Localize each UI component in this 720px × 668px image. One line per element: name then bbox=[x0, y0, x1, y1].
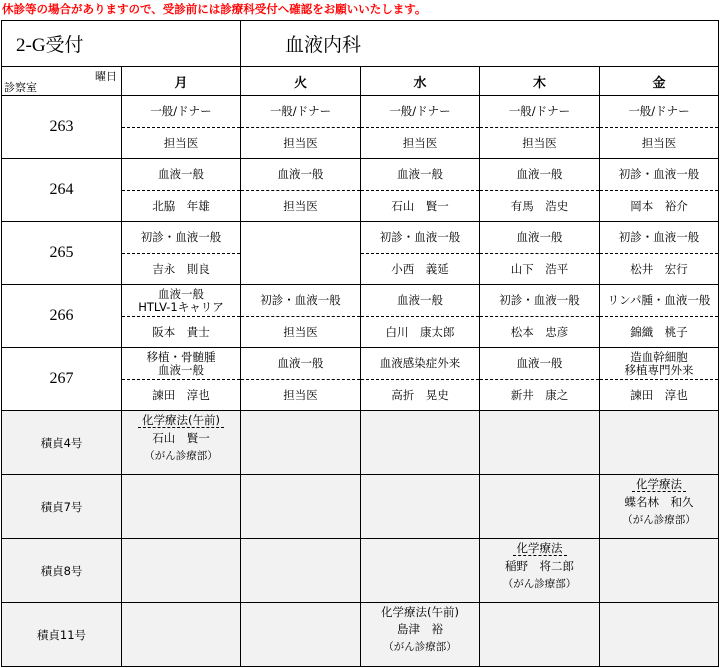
clinic-type bbox=[600, 222, 718, 254]
room-number: 265 bbox=[2, 222, 122, 285]
cell-content bbox=[600, 159, 718, 221]
notice-banner: 休診等の場合がありますので、受診前には診療科受付へ確認をお願いいたします。 bbox=[2, 2, 427, 16]
chemo-label: 化学療法 bbox=[632, 477, 686, 492]
doctor-name-line: 松本 忠彦 bbox=[510, 324, 569, 339]
doctor-name bbox=[361, 191, 479, 221]
cell-content bbox=[361, 96, 479, 158]
doctor-name bbox=[480, 317, 599, 347]
sekitei-cell-content bbox=[241, 475, 360, 538]
clinic-type-line: 一般/ドナー bbox=[150, 104, 212, 118]
schedule-cell-fri bbox=[600, 96, 719, 159]
schedule-cell-wed bbox=[361, 159, 480, 222]
clinic-type-line: 初診・血液一般 bbox=[499, 293, 580, 307]
schedule-cell-mon bbox=[122, 348, 241, 411]
room-number: 267 bbox=[2, 348, 122, 411]
cell-content bbox=[600, 96, 718, 158]
clinic-type bbox=[122, 222, 240, 254]
clinic-type bbox=[361, 222, 479, 254]
sekitei-room-label: 積貞4号 bbox=[2, 411, 122, 475]
sekitei-cell-thu bbox=[480, 411, 600, 475]
sekitei-cell-fri bbox=[600, 475, 719, 539]
clinic-type-line: 血液一般 bbox=[158, 362, 204, 377]
department-note: （がん診療部） bbox=[383, 641, 457, 653]
clinic-type bbox=[480, 348, 599, 380]
doctor-name: 稲野 将二郎 bbox=[505, 559, 574, 573]
schedule-cell-thu bbox=[480, 348, 600, 411]
cell-content bbox=[361, 159, 479, 221]
doctor-name bbox=[122, 191, 240, 221]
doctor-name bbox=[241, 317, 360, 347]
clinic-type bbox=[241, 348, 360, 380]
clinic-type-line: 初診・血液一般 bbox=[379, 230, 461, 244]
cell-content bbox=[361, 222, 479, 284]
doctor-name bbox=[600, 128, 718, 158]
cell-content bbox=[122, 159, 240, 221]
clinic-type bbox=[122, 159, 240, 191]
chemo-label: 化学療法 bbox=[513, 541, 567, 556]
room-row-264 bbox=[2, 159, 719, 222]
clinic-type-line: HTLV-1キャリア bbox=[138, 299, 224, 314]
sekitei-cell-content bbox=[480, 475, 599, 538]
sekitei-cell-content bbox=[480, 411, 599, 474]
cell-content bbox=[600, 222, 718, 284]
clinic-type-line: 移植専門外来 bbox=[624, 362, 694, 377]
cell-content bbox=[480, 348, 599, 410]
schedule-cell-fri bbox=[600, 285, 719, 348]
sekitei-room-label: 積貞8号 bbox=[2, 539, 122, 603]
schedule-cell-thu bbox=[480, 159, 600, 222]
department-note: （がん診療部） bbox=[144, 450, 218, 462]
clinic-type bbox=[480, 222, 599, 254]
day-header-thu: 木 bbox=[480, 67, 600, 96]
sekitei-cell-wed bbox=[361, 603, 480, 667]
sekitei-cell-fri bbox=[600, 411, 719, 475]
clinic-type bbox=[600, 285, 718, 317]
sekitei-cell-content bbox=[600, 603, 718, 666]
chemo-label: 化学療法(午前) bbox=[381, 605, 459, 619]
cell-content bbox=[122, 96, 240, 158]
doctor-name bbox=[241, 128, 360, 158]
sekitei-cell-fri bbox=[600, 539, 719, 603]
doctor-name-line: 新井 康之 bbox=[510, 387, 569, 402]
clinic-type bbox=[361, 159, 479, 191]
doctor-name: 蝶名林 和久 bbox=[624, 495, 694, 509]
clinic-type-line: 一般/ドナー bbox=[628, 104, 690, 118]
doctor-name bbox=[600, 317, 718, 347]
schedule-cell-thu bbox=[480, 285, 600, 348]
sekitei-cell-mon bbox=[122, 475, 241, 539]
doctor-name-line: 有馬 浩史 bbox=[510, 198, 569, 213]
day-header-tue: 火 bbox=[241, 67, 361, 96]
cell-content bbox=[600, 348, 718, 410]
cell-content bbox=[361, 285, 479, 347]
day-header-row bbox=[2, 67, 719, 96]
cell-content bbox=[122, 285, 240, 347]
doctor-name bbox=[480, 191, 599, 221]
clinic-type-line: 初診・血液一般 bbox=[140, 230, 222, 244]
schedule-cell-fri bbox=[600, 348, 719, 411]
room-row-267 bbox=[2, 348, 719, 411]
clinic-type-line: 一般/ドナー bbox=[508, 104, 571, 118]
cell-content bbox=[241, 222, 360, 284]
sekitei-cell-content bbox=[600, 475, 718, 538]
cell-content bbox=[480, 159, 599, 221]
department-name: 血液内科 bbox=[241, 21, 719, 67]
room-row-265 bbox=[2, 222, 719, 285]
doctor-name-line: 吉永 則良 bbox=[152, 261, 210, 276]
schedule-cell-tue bbox=[241, 285, 361, 348]
sekitei-cell-wed bbox=[361, 539, 480, 603]
clinic-type bbox=[600, 159, 718, 191]
clinic-type-line: 血液一般 bbox=[516, 167, 563, 181]
cell-content bbox=[241, 159, 360, 221]
doctor-name-line: 白川 康太郎 bbox=[385, 324, 455, 339]
day-header-mon: 月 bbox=[122, 67, 241, 96]
department-note: （がん診療部） bbox=[622, 514, 696, 526]
doctor-name bbox=[241, 380, 360, 410]
sekitei-row bbox=[2, 475, 719, 539]
doctor-name bbox=[480, 254, 599, 284]
sekitei-row bbox=[2, 539, 719, 603]
schedule-cell-mon bbox=[122, 222, 241, 285]
cell-content bbox=[480, 222, 599, 284]
doctor-name bbox=[122, 317, 240, 347]
clinic-type-line: リンパ腫・血液一般 bbox=[607, 293, 711, 307]
sekitei-cell-content bbox=[122, 603, 240, 666]
sekitei-cell-mon bbox=[122, 603, 241, 667]
doctor-name: 石山 賢一 bbox=[152, 431, 210, 445]
sekitei-cell-content bbox=[241, 603, 360, 666]
room-row-263 bbox=[2, 96, 719, 159]
weekday-axis-label: 曜日 bbox=[95, 70, 117, 83]
sekitei-cell-tue bbox=[241, 603, 361, 667]
doctor-name-line: 高折 晃史 bbox=[391, 387, 449, 402]
clinic-type-line: 初診・血液一般 bbox=[618, 167, 700, 181]
chemo-label: 化学療法(午前) bbox=[138, 413, 224, 428]
doctor-name-line: 担当医 bbox=[522, 135, 557, 150]
doctor-name-line: 担当医 bbox=[283, 324, 318, 339]
doctor-name-line: 石山 賢一 bbox=[391, 198, 449, 213]
cell-content bbox=[480, 285, 599, 347]
doctor-name-line: 松井 宏行 bbox=[630, 261, 688, 276]
clinic-type bbox=[480, 159, 599, 191]
sekitei-cell-thu bbox=[480, 475, 600, 539]
clinic-type bbox=[122, 348, 240, 380]
doctor-name bbox=[361, 317, 479, 347]
room-number: 264 bbox=[2, 159, 122, 222]
sekitei-row bbox=[2, 603, 719, 667]
cell-content bbox=[241, 285, 360, 347]
clinic-type bbox=[122, 285, 240, 317]
sekitei-cell-tue bbox=[241, 539, 361, 603]
sekitei-cell-content bbox=[361, 603, 479, 666]
cell-content bbox=[600, 285, 718, 347]
sekitei-cell-tue bbox=[241, 475, 361, 539]
cell-content bbox=[480, 96, 599, 158]
doctor-name bbox=[361, 128, 479, 158]
sekitei-cell-content bbox=[241, 539, 360, 602]
room-row-266 bbox=[2, 285, 719, 348]
department-note: （がん診療部） bbox=[502, 578, 577, 590]
sekitei-cell-content bbox=[480, 539, 599, 602]
schedule-cell-tue bbox=[241, 222, 361, 285]
schedule-cell-tue bbox=[241, 348, 361, 411]
clinic-type-line: 血液一般 bbox=[397, 293, 443, 307]
sekitei-cell-thu bbox=[480, 539, 600, 603]
clinic-type-line: 血液一般 bbox=[277, 167, 324, 181]
clinic-type bbox=[600, 348, 718, 380]
doctor-name-line: 錦織 桃子 bbox=[630, 324, 688, 339]
clinic-type bbox=[600, 96, 718, 128]
clinic-type-line: 血液感染症外来 bbox=[379, 356, 461, 370]
doctor-name bbox=[361, 254, 479, 284]
clinic-type bbox=[241, 159, 360, 191]
doctor-name-line: 担当医 bbox=[163, 135, 199, 150]
schedule-cell-tue bbox=[241, 159, 361, 222]
sekitei-row bbox=[2, 411, 719, 475]
sekitei-room-label: 積貞7号 bbox=[2, 475, 122, 539]
doctor-name bbox=[600, 191, 718, 221]
sekitei-cell-mon bbox=[122, 539, 241, 603]
clinic-type bbox=[361, 285, 479, 317]
cell-content bbox=[361, 348, 479, 410]
clinic-type-line: 一般/ドナー bbox=[269, 104, 332, 118]
schedule-cell-tue bbox=[241, 96, 361, 159]
sekitei-cell-content bbox=[480, 603, 599, 666]
clinic-type bbox=[480, 96, 599, 128]
clinic-type bbox=[361, 348, 479, 380]
doctor-name bbox=[122, 380, 240, 410]
doctor-name bbox=[600, 254, 718, 284]
schedule-cell-wed bbox=[361, 348, 480, 411]
doctor-name bbox=[480, 380, 599, 410]
clinic-type bbox=[241, 285, 360, 317]
day-header-fri: 金 bbox=[600, 67, 719, 96]
doctor-name bbox=[241, 191, 360, 221]
schedule-table bbox=[1, 20, 719, 667]
cell-content bbox=[241, 348, 360, 410]
schedule-cell-wed bbox=[361, 222, 480, 285]
sekitei-cell-mon bbox=[122, 411, 241, 475]
clinic-type-line: 造血幹細胞 bbox=[630, 349, 688, 364]
sekitei-cell-fri bbox=[600, 603, 719, 667]
doctor-name bbox=[480, 128, 599, 158]
doctor-name-line: 担当医 bbox=[283, 198, 318, 213]
doctor-name-line: 担当医 bbox=[283, 135, 318, 150]
doctor-name-line: 担当医 bbox=[641, 135, 677, 150]
clinic-type-line: 血液一般 bbox=[158, 167, 204, 181]
clinic-type-line: 初診・血液一般 bbox=[618, 230, 700, 244]
schedule-cell-fri bbox=[600, 159, 719, 222]
clinic-type-line: 移植・骨髄腫 bbox=[146, 349, 216, 364]
sekitei-cell-wed bbox=[361, 475, 480, 539]
sekitei-room-label: 積貞11号 bbox=[2, 603, 122, 667]
schedule-cell-mon bbox=[122, 96, 241, 159]
clinic-type-line: 血液一般 bbox=[158, 286, 204, 301]
sekitei-cell-content bbox=[361, 411, 479, 474]
doctor-name-line: 岡本 裕介 bbox=[630, 198, 688, 213]
doctor-name bbox=[600, 380, 718, 410]
sekitei-cell-wed bbox=[361, 411, 480, 475]
corner-header bbox=[2, 67, 122, 96]
clinic-type-line: 血液一般 bbox=[516, 230, 563, 244]
cell-content bbox=[241, 96, 360, 158]
day-header-wed: 水 bbox=[361, 67, 480, 96]
sekitei-cell-thu bbox=[480, 603, 600, 667]
doctor-name-line: 阪本 貴士 bbox=[152, 324, 210, 339]
schedule-cell-thu bbox=[480, 222, 600, 285]
doctor-name-line: 諫田 淳也 bbox=[630, 387, 688, 402]
sekitei-cell-tue bbox=[241, 411, 361, 475]
doctor-name bbox=[122, 128, 240, 158]
sekitei-cell-content bbox=[361, 475, 479, 538]
clinic-type-line: 血液一般 bbox=[516, 356, 563, 370]
doctor-name-line: 小西 義延 bbox=[391, 261, 449, 276]
room-number: 263 bbox=[2, 96, 122, 159]
schedule-cell-fri bbox=[600, 222, 719, 285]
schedule-cell-mon bbox=[122, 285, 241, 348]
doctor-name-line: 担当医 bbox=[283, 387, 318, 402]
schedule-cell-wed bbox=[361, 96, 480, 159]
sekitei-cell-content bbox=[600, 539, 718, 602]
clinic-type bbox=[241, 96, 360, 128]
schedule-cell-mon bbox=[122, 159, 241, 222]
sekitei-cell-content bbox=[122, 411, 240, 474]
doctor-name bbox=[361, 380, 479, 410]
room-number: 266 bbox=[2, 285, 122, 348]
doctor-name-line: 担当医 bbox=[402, 135, 438, 150]
doctor-name-line: 諫田 淳也 bbox=[152, 387, 210, 402]
doctor-name-line: 北脇 年雄 bbox=[152, 198, 210, 213]
title-row bbox=[2, 21, 719, 67]
sekitei-cell-content bbox=[122, 539, 240, 602]
room-axis-label: 診察室 bbox=[4, 81, 37, 94]
clinic-type bbox=[480, 285, 599, 317]
sekitei-cell-content bbox=[600, 411, 718, 474]
sekitei-cell-content bbox=[361, 539, 479, 602]
schedule-cell-wed bbox=[361, 285, 480, 348]
doctor-name: 島津 裕 bbox=[397, 622, 443, 636]
clinic-type-line: 一般/ドナー bbox=[389, 104, 451, 118]
doctor-name-line: 山下 浩平 bbox=[510, 261, 569, 276]
schedule-cell-thu bbox=[480, 96, 600, 159]
doctor-name bbox=[122, 254, 240, 284]
cell-content bbox=[122, 222, 240, 284]
clinic-type-line: 初診・血液一般 bbox=[260, 293, 341, 307]
clinic-type bbox=[122, 96, 240, 128]
clinic-type-line: 血液一般 bbox=[277, 356, 324, 370]
sekitei-cell-content bbox=[241, 411, 360, 474]
clinic-type bbox=[361, 96, 479, 128]
reception-label: 2-G受付 bbox=[2, 21, 241, 67]
cell-content bbox=[122, 348, 240, 410]
clinic-type-line: 血液一般 bbox=[397, 167, 443, 181]
sekitei-cell-content bbox=[122, 475, 240, 538]
